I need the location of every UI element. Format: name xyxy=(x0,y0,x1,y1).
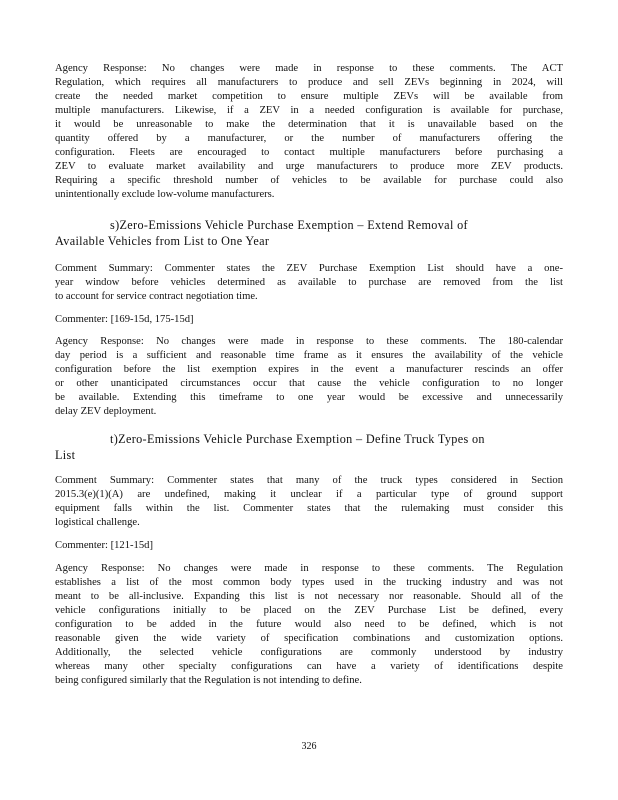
text-line: Agency Response: No changes were made in response to these comments. The ACT xyxy=(55,63,563,74)
text-line: Additionally, the selected vehicle configurations are commonly understood by industry xyxy=(55,647,563,658)
text-line: be available. Extending this timeframe to one year would be excessive and unnecessarily xyxy=(55,392,563,403)
text-line: Commenter: [121-15d] xyxy=(55,540,153,551)
text-line: delay ZEV deployment. xyxy=(55,406,157,417)
text-line: create the needed market competition to ensure multiple ZEVs will be available from xyxy=(55,91,563,102)
text-line: unintentionally exclude low-volume manufacturers. xyxy=(55,189,275,200)
text-line: ZEV to evaluate market availability and urge manufacturers to produce more ZEV products. xyxy=(55,161,563,172)
text-line: logistical challenge. xyxy=(55,517,140,528)
text-line: quantity offered by a manufacturer, or the number of manufacturers offering the xyxy=(55,133,563,144)
text-line: it would be unreasonable to make the determination that it is unavailable based on the xyxy=(55,119,563,130)
text-line: day period is a sufficient and reasonable time frame as it ensures the availability of the vehicle xyxy=(55,350,563,361)
text-line: to account for service contract negotiation time. xyxy=(55,291,258,302)
text-line: configuration. Fleets are encouraged to contact multiple manufacturers before purchasing a xyxy=(55,147,563,158)
page-number: 326 xyxy=(301,741,317,752)
heading-line: t)Zero-Emissions Vehicle Purchase Exemption – Define Truck Types on xyxy=(110,432,485,446)
heading-line: s)Zero-Emissions Vehicle Purchase Exemption – Extend Removal of xyxy=(110,218,468,232)
text-line: multiple manufacturers. Likewise, if a ZEV in a needed configuration is available for purchase, xyxy=(55,105,563,116)
text-line: Commenter: [169-15d, 175-15d] xyxy=(55,314,194,325)
text-line: reasonable given the wide variety of specification combinations and customization options. xyxy=(55,633,563,644)
text-line: establishes a list of the most common body types used in the trucking industry and was not xyxy=(55,577,563,588)
text-line: Agency Response: No changes were made in response to these comments. The Regulation xyxy=(55,563,563,574)
text-line: Requiring a specific threshold number of vehicles to be available for purchase could also xyxy=(55,175,563,186)
heading-line: List xyxy=(55,448,76,462)
text-line: or other unanticipated circumstances occur that cause the vehicle configuration to no longer xyxy=(55,378,563,389)
text-line: year window before vehicles determined as available to purchase are removed from the list xyxy=(55,277,563,288)
text-line: 2015.3(e)(1)(A) are undefined, making it unclear if a particular type of ground support xyxy=(55,489,563,500)
text-line: equipment falls within the list. Commenter states that the rulemaking must consider this xyxy=(55,503,563,514)
text-line: meant to be all-inclusive. Expanding this list is not necessary nor reasonable. Should all of the xyxy=(55,591,563,602)
text-line: vehicle configurations initially to be placed on the ZEV Purchase List be defined, every xyxy=(55,605,563,616)
text-line: configuration before the list exemption expires in the event a manufacturer rescinds an offer xyxy=(55,364,563,375)
text-line: Agency Response: No changes were made in response to these comments. The 180-calendar xyxy=(55,336,563,347)
text-line: Regulation, which requires all manufacturers to produce and sell ZEVs beginning in 2024, will xyxy=(55,77,563,88)
text-line: being configured similarly that the Regulation is not intending to define. xyxy=(55,675,362,686)
text-line: whereas many other specialty configurations can have a variety of identifications despite xyxy=(55,661,563,672)
text-line: Comment Summary: Commenter states the ZEV Purchase Exemption List should have a one- xyxy=(55,263,563,274)
text-line: configuration to be added in the future would also need to be defined, which is not xyxy=(55,619,563,630)
heading-line: Available Vehicles from List to One Year xyxy=(55,234,270,248)
text-line: Comment Summary: Commenter states that many of the truck types considered in Section xyxy=(55,475,563,486)
